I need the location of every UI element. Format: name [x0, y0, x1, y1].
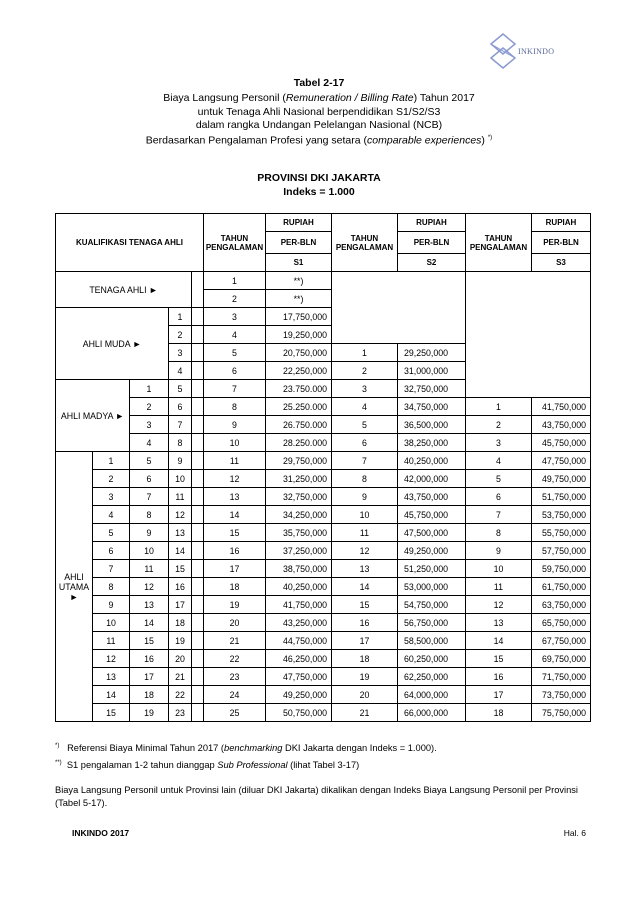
s2-experience-year: 16: [332, 614, 398, 632]
s1-rate: 50,750,000: [266, 704, 332, 722]
table-row: [56, 686, 591, 704]
table-row: [56, 596, 591, 614]
utama-year: 13: [93, 668, 130, 686]
s3-rate: 47,750,000: [532, 452, 591, 470]
s3-rate: 57,750,000: [532, 542, 591, 560]
utama-year: 4: [93, 506, 130, 524]
table-row: [56, 578, 591, 596]
rate-table: [55, 213, 591, 722]
s1-experience-year: 19: [204, 596, 266, 614]
category-tenaga-ahli: TENAGA AHLI ►: [56, 272, 192, 308]
s2-rate: 49,250,000: [398, 542, 466, 560]
muda-year: 13: [169, 524, 192, 542]
s3-rate: 53,750,000: [532, 506, 591, 524]
madya-year: 1: [130, 380, 169, 398]
muda-year: 14: [169, 542, 192, 560]
s3-experience-year: 5: [466, 470, 532, 488]
s2-rate: 64,000,000: [398, 686, 466, 704]
muda-year: 20: [169, 650, 192, 668]
spacer-cell: [192, 470, 204, 488]
table-row: [56, 542, 591, 560]
table-row: [56, 470, 591, 488]
s2-rate: 31,000,000: [398, 362, 466, 380]
s3-experience-year: 15: [466, 650, 532, 668]
muda-year: 7: [169, 416, 192, 434]
s2-experience-year: 8: [332, 470, 398, 488]
s1-experience-year: 23: [204, 668, 266, 686]
s3-experience-year: 11: [466, 578, 532, 596]
empty-s2-block: [332, 272, 466, 344]
table-number: Tabel 2-17: [293, 77, 345, 89]
madya-year: 15: [130, 632, 169, 650]
spacer-cell: [192, 326, 204, 344]
muda-year: 22: [169, 686, 192, 704]
table-row: [56, 524, 591, 542]
s3-rate: 75,750,000: [532, 704, 591, 722]
s2-rate: 51,250,000: [398, 560, 466, 578]
s3-experience-year: 12: [466, 596, 532, 614]
s2-rate: 36,500,000: [398, 416, 466, 434]
s1-rate: 38,750,000: [266, 560, 332, 578]
s3-rate: 45,750,000: [532, 434, 591, 452]
s2-experience-year: 5: [332, 416, 398, 434]
s2-rate: 58,500,000: [398, 632, 466, 650]
madya-year: 11: [130, 560, 169, 578]
spacer-cell: [192, 542, 204, 560]
s1-experience-year: 3: [204, 308, 266, 326]
s2-rate: 43,750,000: [398, 488, 466, 506]
s2-rate: 47,500,000: [398, 524, 466, 542]
table-row: [56, 704, 591, 722]
s1-experience-year: 10: [204, 434, 266, 452]
spacer-cell: [192, 524, 204, 542]
muda-year: 10: [169, 470, 192, 488]
index-title: Indeks = 1.000: [283, 186, 355, 198]
table-row: [56, 398, 591, 416]
muda-year: 2: [169, 326, 192, 344]
s3-experience-year: 16: [466, 668, 532, 686]
s1-experience-year: 11: [204, 452, 266, 470]
s1-rate: 25.250.000: [266, 398, 332, 416]
utama-year: 5: [93, 524, 130, 542]
table-row: [56, 434, 591, 452]
s1-experience-year: 9: [204, 416, 266, 434]
spacer-cell: [192, 704, 204, 722]
s1-experience-year: 22: [204, 650, 266, 668]
s1-experience-year: 24: [204, 686, 266, 704]
s1-rate: 23.750.000: [266, 380, 332, 398]
table-row: [56, 668, 591, 686]
utama-year: 6: [93, 542, 130, 560]
spacer-cell: [192, 614, 204, 632]
s1-experience-year: 12: [204, 470, 266, 488]
muda-year: 6: [169, 398, 192, 416]
spacer-cell: [192, 560, 204, 578]
title-line-2: untuk Tenaga Ahli Nasional berpendidikan S1/S2/S3: [197, 106, 441, 118]
spacer-cell: [192, 398, 204, 416]
s1-rate: 46,250,000: [266, 650, 332, 668]
madya-year: 18: [130, 686, 169, 704]
s2-rate: 40,250,000: [398, 452, 466, 470]
s3-rate: 63,750,000: [532, 596, 591, 614]
s3-rate: 73,750,000: [532, 686, 591, 704]
s1-rate: 35,750,000: [266, 524, 332, 542]
s3-rate: 43,750,000: [532, 416, 591, 434]
s2-experience-year: 4: [332, 398, 398, 416]
category-ahli-utama: AHLI UTAMA ►: [56, 452, 93, 722]
s1-rate: 34,250,000: [266, 506, 332, 524]
s2-experience-year: 15: [332, 596, 398, 614]
s3-experience-year: 1: [466, 398, 532, 416]
s1-experience-year: 1: [204, 272, 266, 290]
s1-rate: 26.750.000: [266, 416, 332, 434]
logo-text: INKINDO: [518, 47, 555, 56]
s1-experience-year: 18: [204, 578, 266, 596]
s3-rate: 69,750,000: [532, 650, 591, 668]
s3-rate: 71,750,000: [532, 668, 591, 686]
footer-left: INKINDO 2017: [72, 828, 130, 838]
spacer-cell: [192, 452, 204, 470]
s3-experience-year: 18: [466, 704, 532, 722]
madya-year: 6: [130, 470, 169, 488]
s2-experience-year: 6: [332, 434, 398, 452]
spacer-cell: [192, 668, 204, 686]
header-perbln-s2: PER-BLN: [398, 232, 466, 254]
spacer-cell: [192, 362, 204, 380]
spacer-cell: [192, 434, 204, 452]
s2-rate: 56,750,000: [398, 614, 466, 632]
spacer-cell: [192, 506, 204, 524]
s3-experience-year: 4: [466, 452, 532, 470]
s1-experience-year: 14: [204, 506, 266, 524]
muda-year: 1: [169, 308, 192, 326]
footnote-1: *) Referensi Biaya Minimal Tahun 2017 (benchmarking DKI Jakarta dengan Indeks = 1.000).: [55, 743, 437, 754]
header-s1: S1: [266, 254, 332, 272]
s1-experience-year: 16: [204, 542, 266, 560]
spacer-cell: [192, 380, 204, 398]
s3-experience-year: 8: [466, 524, 532, 542]
s2-rate: 54,750,000: [398, 596, 466, 614]
s1-experience-year: 25: [204, 704, 266, 722]
table-row: [56, 614, 591, 632]
s3-rate: 67,750,000: [532, 632, 591, 650]
s1-experience-year: 21: [204, 632, 266, 650]
s3-rate: 61,750,000: [532, 578, 591, 596]
muda-year: 18: [169, 614, 192, 632]
s2-rate: 45,750,000: [398, 506, 466, 524]
spacer-cell: [192, 488, 204, 506]
madya-year: 9: [130, 524, 169, 542]
header-s2: S2: [398, 254, 466, 272]
table-row: [56, 452, 591, 470]
s2-experience-year: 11: [332, 524, 398, 542]
muda-year: 15: [169, 560, 192, 578]
madya-year: 13: [130, 596, 169, 614]
header-tahun-s1: TAHUN PENGALAMAN: [204, 214, 266, 272]
s2-rate: 60,250,000: [398, 650, 466, 668]
muda-year: 23: [169, 704, 192, 722]
utama-year: 7: [93, 560, 130, 578]
header-s3: S3: [532, 254, 591, 272]
madya-year: 17: [130, 668, 169, 686]
utama-year: 1: [93, 452, 130, 470]
table-row: [56, 632, 591, 650]
utama-year: 2: [93, 470, 130, 488]
muda-year: 11: [169, 488, 192, 506]
s2-experience-year: 12: [332, 542, 398, 560]
s1-rate: 29,750,000: [266, 452, 332, 470]
spacer-cell: [192, 650, 204, 668]
madya-year: 10: [130, 542, 169, 560]
s2-rate: 53,000,000: [398, 578, 466, 596]
s2-experience-year: 17: [332, 632, 398, 650]
empty-s3-block: [466, 272, 591, 398]
s1-rate: 28.250.000: [266, 434, 332, 452]
s2-experience-year: 3: [332, 380, 398, 398]
s1-rate: 20,750,000: [266, 344, 332, 362]
s3-rate: 41,750,000: [532, 398, 591, 416]
header-tahun-s2: TAHUN PENGALAMAN: [332, 214, 398, 272]
table-row: [56, 488, 591, 506]
s1-rate: 17,750,000: [266, 308, 332, 326]
muda-year: 8: [169, 434, 192, 452]
spacer-cell: [192, 308, 204, 326]
spacer-cell: [192, 416, 204, 434]
s1-rate: 44,750,000: [266, 632, 332, 650]
madya-year: 3: [130, 416, 169, 434]
s2-experience-year: 21: [332, 704, 398, 722]
muda-year: 4: [169, 362, 192, 380]
s2-rate: 66,000,000: [398, 704, 466, 722]
title-line-3: dalam rangka Undangan Pelelangan Nasional (NCB): [195, 119, 443, 131]
utama-year: 14: [93, 686, 130, 704]
s3-experience-year: 14: [466, 632, 532, 650]
s3-experience-year: 6: [466, 488, 532, 506]
muda-year: 12: [169, 506, 192, 524]
s2-rate: 32,750,000: [398, 380, 466, 398]
s3-rate: 51,750,000: [532, 488, 591, 506]
spacer-cell: [192, 344, 204, 362]
province-title: PROVINSI DKI JAKARTA: [257, 172, 381, 184]
s1-experience-year: 4: [204, 326, 266, 344]
s2-experience-year: 10: [332, 506, 398, 524]
header-tahun-s3: TAHUN PENGALAMAN: [466, 214, 532, 272]
madya-year: 14: [130, 614, 169, 632]
s2-experience-year: 14: [332, 578, 398, 596]
s1-experience-year: 8: [204, 398, 266, 416]
s1-rate: 47,750,000: [266, 668, 332, 686]
header-rupiah-s3: RUPIAH: [532, 214, 591, 232]
s2-rate: 29,250,000: [398, 344, 466, 362]
s3-rate: 65,750,000: [532, 614, 591, 632]
footnote-2: **) S1 pengalaman 1-2 tahun dianggap Sub Professional (lihat Tabel 3-17): [55, 760, 360, 771]
s1-rate: 40,250,000: [266, 578, 332, 596]
note-paragraph: Biaya Langsung Personil untuk Provinsi lain (diluar DKI Jakarta) dikalikan dengan Indeks Biaya Langsung Personil per Provinsi (Tabel 5-17).: [55, 785, 578, 808]
s2-experience-year: 13: [332, 560, 398, 578]
madya-year: 2: [130, 398, 169, 416]
utama-year: 3: [93, 488, 130, 506]
s3-rate: 59,750,000: [532, 560, 591, 578]
s1-rate: 32,750,000: [266, 488, 332, 506]
s1-rate: **): [266, 290, 332, 308]
spacer-cell: [192, 686, 204, 704]
spacer-cell: [192, 632, 204, 650]
s1-rate: **): [266, 272, 332, 290]
s1-rate: 19,250,000: [266, 326, 332, 344]
title-line-1: Biaya Langsung Personil (Remuneration / Billing Rate) Tahun 2017: [163, 92, 475, 104]
s3-rate: 49,750,000: [532, 470, 591, 488]
inkindo-logo: [485, 32, 571, 72]
muda-year: 5: [169, 380, 192, 398]
s1-experience-year: 15: [204, 524, 266, 542]
madya-year: 12: [130, 578, 169, 596]
header-perbln-s3: PER-BLN: [532, 232, 591, 254]
s1-experience-year: 6: [204, 362, 266, 380]
s1-rate: 49,250,000: [266, 686, 332, 704]
s2-experience-year: 20: [332, 686, 398, 704]
utama-year: 8: [93, 578, 130, 596]
utama-year: 9: [93, 596, 130, 614]
s2-experience-year: 9: [332, 488, 398, 506]
s3-experience-year: 13: [466, 614, 532, 632]
s3-experience-year: 10: [466, 560, 532, 578]
table-row: [56, 416, 591, 434]
s3-experience-year: 17: [466, 686, 532, 704]
muda-year: 21: [169, 668, 192, 686]
s2-rate: 34,750,000: [398, 398, 466, 416]
s2-experience-year: 19: [332, 668, 398, 686]
s2-experience-year: 7: [332, 452, 398, 470]
s1-experience-year: 7: [204, 380, 266, 398]
table-row: [56, 506, 591, 524]
s1-experience-year: 13: [204, 488, 266, 506]
madya-year: 19: [130, 704, 169, 722]
category-ahli-madya: AHLI MADYA ►: [56, 380, 130, 452]
s1-rate: 37,250,000: [266, 542, 332, 560]
s2-rate: 38,250,000: [398, 434, 466, 452]
madya-year: 5: [130, 452, 169, 470]
spacer-cell: [192, 272, 204, 308]
utama-year: 10: [93, 614, 130, 632]
s2-rate: 42,000,000: [398, 470, 466, 488]
category-ahli-muda: AHLI MUDA ►: [56, 308, 169, 380]
header-rupiah-s2: RUPIAH: [398, 214, 466, 232]
madya-year: 16: [130, 650, 169, 668]
s2-experience-year: 1: [332, 344, 398, 362]
madya-year: 8: [130, 506, 169, 524]
table-row: [56, 560, 591, 578]
s1-rate: 22,250,000: [266, 362, 332, 380]
s1-rate: 43,250,000: [266, 614, 332, 632]
s1-rate: 41,750,000: [266, 596, 332, 614]
s2-rate: 62,250,000: [398, 668, 466, 686]
page-number: Hal. 6: [563, 828, 586, 838]
muda-year: 16: [169, 578, 192, 596]
madya-year: 4: [130, 434, 169, 452]
spacer-cell: [192, 596, 204, 614]
s3-experience-year: 7: [466, 506, 532, 524]
utama-year: 12: [93, 650, 130, 668]
header-perbln-s1: PER-BLN: [266, 232, 332, 254]
utama-year: 15: [93, 704, 130, 722]
table-row: [56, 650, 591, 668]
s1-experience-year: 5: [204, 344, 266, 362]
muda-year: 3: [169, 344, 192, 362]
s3-experience-year: 2: [466, 416, 532, 434]
header-rupiah-s1: RUPIAH: [266, 214, 332, 232]
s1-experience-year: 2: [204, 290, 266, 308]
s1-experience-year: 17: [204, 560, 266, 578]
s3-experience-year: 3: [466, 434, 532, 452]
muda-year: 19: [169, 632, 192, 650]
table-row: [56, 272, 591, 290]
s2-experience-year: 18: [332, 650, 398, 668]
s3-experience-year: 9: [466, 542, 532, 560]
muda-year: 17: [169, 596, 192, 614]
s2-experience-year: 2: [332, 362, 398, 380]
s1-experience-year: 20: [204, 614, 266, 632]
s3-rate: 55,750,000: [532, 524, 591, 542]
spacer-cell: [192, 578, 204, 596]
inkindo-logo-icon: [485, 32, 519, 72]
title-line-4: Berdasarkan Pengalaman Profesi yang setara (comparable experiences) *): [145, 134, 493, 147]
madya-year: 7: [130, 488, 169, 506]
muda-year: 9: [169, 452, 192, 470]
header-kualifikasi: KUALIFIKASI TENAGA AHLI: [56, 214, 204, 272]
s1-rate: 31,250,000: [266, 470, 332, 488]
utama-year: 11: [93, 632, 130, 650]
